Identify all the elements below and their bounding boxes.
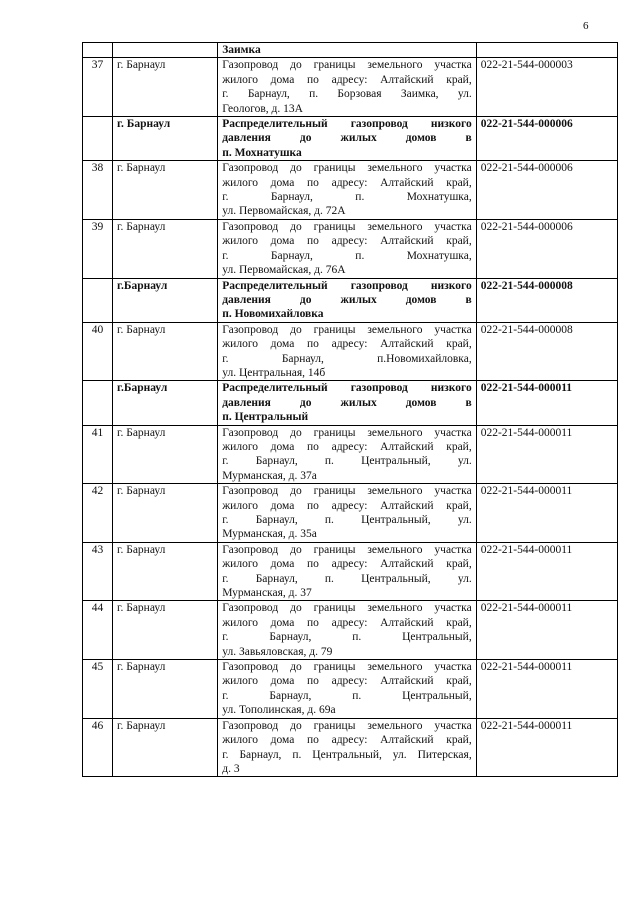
registration-code-cell: 022-21-544-000008 (476, 278, 617, 322)
description-line: г. Барнаул, п. Центральный, ул. Питерская, (222, 748, 472, 761)
description-line: ул. Завьяловская, д. 79 (222, 645, 333, 658)
group-header-row (83, 278, 618, 322)
registration-code-cell: 022-21-544-000006 (476, 219, 617, 278)
description-cell (218, 718, 476, 777)
description-line: жилого дома по адресу: Алтайский край, (222, 440, 472, 453)
city-cell: г.Барнаул (113, 278, 218, 322)
row-number-cell: 46 (83, 718, 113, 777)
description-line: г. Барнаул, п. Центральный, ул. (222, 514, 472, 526)
city-cell: г. Барнаул (113, 660, 218, 719)
description-line: г. Барнаул, п. Мохнатушка, (222, 191, 472, 204)
registration-code-cell: 022-21-544-000011 (476, 718, 617, 777)
description-line: давления до жилых домов в (222, 293, 472, 306)
registration-code-cell: 022-21-544-000011 (476, 542, 617, 601)
description-cell (218, 484, 476, 543)
city-cell: г. Барнаул (113, 484, 218, 543)
registration-code-cell: 022-21-544-000006 (476, 117, 617, 161)
row-number-cell (83, 381, 113, 425)
description-line: жилого дома по адресу: Алтайский край, (222, 558, 472, 571)
table-row (83, 484, 618, 543)
row-number-cell: 44 (83, 601, 113, 660)
description-line: Мурманская, д. 35а (222, 528, 317, 541)
description-line: жилого дома по адресу: Алтайский край, (222, 616, 472, 629)
description-line: жилого дома по адресу: Алтайский край, (222, 176, 472, 189)
city-cell: г. Барнаул (113, 718, 218, 777)
table-body (83, 43, 618, 777)
registration-code-cell: 022-21-544-000011 (476, 425, 617, 484)
row-number-cell: 45 (83, 660, 113, 719)
table-row (83, 161, 618, 220)
row-number-cell (83, 43, 113, 58)
table-row (83, 219, 618, 278)
group-header-row (83, 117, 618, 161)
description-line: Распределительный газопровод низкого (222, 382, 472, 395)
table-row (83, 58, 618, 117)
description-line: жилого дома по адресу: Алтайский край, (222, 338, 472, 351)
table-row (83, 542, 618, 601)
description-line: жилого дома по адресу: Алтайский край, (222, 734, 472, 747)
group-header-row (83, 43, 618, 58)
row-number-cell: 41 (83, 425, 113, 484)
description-line: Газопровод до границы земельного участка (222, 543, 472, 556)
registration-code-cell: 022-21-544-000011 (476, 601, 617, 660)
row-number-cell: 40 (83, 322, 113, 381)
description-line: Мурманская, д. 37 (222, 587, 312, 600)
description-line: г. Барнаул, п.Новомихайловка, (222, 352, 472, 365)
row-number-cell (83, 117, 113, 161)
registration-code-cell: 022-21-544-000006 (476, 161, 617, 220)
description-line: Газопровод до границы земельного участка (222, 426, 472, 439)
page-number: 6 (583, 20, 589, 32)
description-line: п. Центральный (222, 411, 309, 424)
table-row (83, 322, 618, 381)
city-cell: г. Барнаул (113, 161, 218, 220)
row-number-cell: 42 (83, 484, 113, 543)
table-row (83, 718, 618, 777)
description-line: давления до жилых домов в (222, 396, 472, 409)
description-line: жилого дома по адресу: Алтайский край, (222, 235, 472, 248)
table-row (83, 660, 618, 719)
description-line: давления до жилых домов в (222, 132, 472, 145)
description-line: ул. Тополинская, д. 69а (222, 704, 336, 717)
description-line: жилого дома по адресу: Алтайский край, (222, 73, 472, 86)
city-cell: г. Барнаул (113, 117, 218, 161)
city-cell: г. Барнаул (113, 601, 218, 660)
registration-code-cell: 022-21-544-000008 (476, 322, 617, 381)
object-register-table (82, 42, 618, 777)
registration-code-cell: 022-21-544-000011 (476, 484, 617, 543)
description-line: г. Барнаул, п. Центральный, ул. (222, 572, 472, 585)
description-line: Газопровод до границы земельного участка (222, 719, 472, 732)
description-line: г. Барнаул, п. Борзовая Заимка, ул. (222, 88, 472, 101)
description-line: ул. Первомайская, д. 76А (222, 264, 346, 277)
description-line: Газопровод до границы земельного участка (222, 59, 472, 72)
description-cell (218, 381, 476, 425)
registration-code-cell: 022-21-544-000011 (476, 660, 617, 719)
description-cell (218, 601, 476, 660)
city-cell: г. Барнаул (113, 425, 218, 484)
table-row (83, 601, 618, 660)
row-number-cell (83, 278, 113, 322)
group-header-row (83, 381, 618, 425)
city-cell: г.Барнаул (113, 381, 218, 425)
description-line: Газопровод до границы земельного участка (222, 323, 472, 336)
description-line: Газопровод до границы земельного участка (222, 661, 472, 674)
description-line: Мурманская, д. 37а (222, 469, 317, 482)
description-cell (218, 117, 476, 161)
description-line: Заимка (222, 44, 261, 56)
description-line: г. Барнаул, п. Мохнатушка, (222, 249, 472, 262)
description-line: Газопровод до границы земельного участка (222, 485, 472, 498)
description-cell (218, 219, 476, 278)
registration-code-cell: 022-21-544-000003 (476, 58, 617, 117)
description-cell (218, 58, 476, 117)
registration-code-cell (476, 43, 617, 58)
description-line: г. Барнаул, п. Центральный, (222, 689, 472, 702)
description-line: Газопровод до границы земельного участка (222, 162, 472, 175)
row-number-cell: 37 (83, 58, 113, 117)
description-cell (218, 542, 476, 601)
city-cell: г. Барнаул (113, 542, 218, 601)
description-line: жилого дома по адресу: Алтайский край, (222, 499, 472, 512)
city-cell: г. Барнаул (113, 322, 218, 381)
description-cell (218, 278, 476, 322)
description-line: жилого дома по адресу: Алтайский край, (222, 675, 472, 688)
description-line: Газопровод до границы земельного участка (222, 602, 472, 615)
description-line: Геологов, д. 13А (222, 102, 303, 115)
city-cell (113, 43, 218, 58)
description-line: п. Мохнатушка (222, 146, 302, 159)
description-line: Распределительный газопровод низкого (222, 279, 472, 292)
description-line: ул. Центральная, 14б (222, 366, 326, 379)
description-line: Газопровод до границы земельного участка (222, 220, 472, 233)
description-line: г. Барнаул, п. Центральный, ул. (222, 455, 472, 468)
description-cell (218, 43, 476, 58)
row-number-cell: 43 (83, 542, 113, 601)
row-number-cell: 38 (83, 161, 113, 220)
description-cell (218, 425, 476, 484)
description-cell (218, 660, 476, 719)
city-cell: г. Барнаул (113, 58, 218, 117)
description-line: п. Новомихайловка (222, 308, 324, 321)
city-cell: г. Барнаул (113, 219, 218, 278)
description-cell (218, 322, 476, 381)
row-number-cell: 39 (83, 219, 113, 278)
description-line: г. Барнаул, п. Центральный, (222, 631, 472, 644)
registration-code-cell: 022-21-544-000011 (476, 381, 617, 425)
description-line: д. 3 (222, 762, 240, 775)
description-cell (218, 161, 476, 220)
table-row (83, 425, 618, 484)
description-line: Распределительный газопровод низкого (222, 118, 472, 131)
description-line: ул. Первомайская, д. 72А (222, 205, 346, 218)
